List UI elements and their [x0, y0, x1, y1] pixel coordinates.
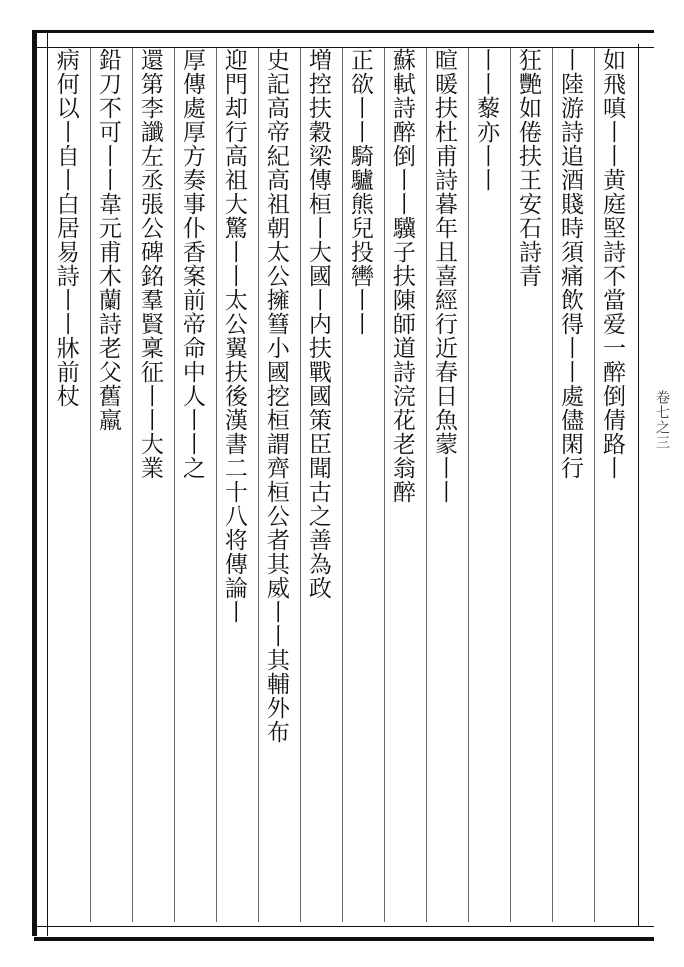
- frame-top-border: [34, 30, 654, 48]
- text-column: 如飛嗔丨丨黄庭堅詩不當爱一醉倒倩路丨: [594, 48, 636, 922]
- text-column: 丨陸游詩追酒賤時須痛飲得丨丨處儘閑行: [552, 48, 594, 922]
- text-column: 蘇軾詩醉倒丨丨驥子扶陳師道詩浣花老翁醉: [384, 48, 426, 922]
- text-column: 迎門却行高祖大驚丨丨太公翼扶後漢書二十八将傳論丨: [216, 48, 258, 922]
- margin-column: [646, 44, 672, 926]
- text-column: 史記高帝紀高祖朝太公擁篲小國挖桓謂齊桓公者其威丨丨其輔外布: [258, 48, 300, 922]
- text-column: 鉛刀不可丨丨韋元甫木蘭詩老父舊羸: [90, 48, 132, 922]
- text-column: 病何以丨自丨白居易詩丨丨牀前杖: [52, 48, 79, 408]
- text-column: 還第李讖左丞張公碑銘羣賢稟征丨丨大業: [132, 48, 174, 922]
- text-column: 正欲丨丨騎驢熊兒投轡丨丨: [342, 48, 384, 922]
- frame-bottom-border: [34, 926, 654, 941]
- text-column: 暄暖扶杜甫詩暮年且喜經行近春日魚蒙丨丨: [426, 48, 468, 922]
- text-columns: [48, 48, 636, 922]
- volume-label: 卷七之三: [654, 390, 670, 450]
- text-column: 狂艷如倦扶王安石詩青: [510, 48, 552, 922]
- text-column: 増控扶穀梁傳桓丨大國丨内扶戰國策臣聞古之善為政: [300, 48, 342, 922]
- text-column: 丨丨藜亦丨丨: [468, 48, 510, 922]
- frame-right-border: [638, 44, 641, 926]
- text-column: 厚傳處厚方奏事仆香案前帝命中人丨丨之: [174, 48, 216, 922]
- frame-left-border: [32, 30, 48, 936]
